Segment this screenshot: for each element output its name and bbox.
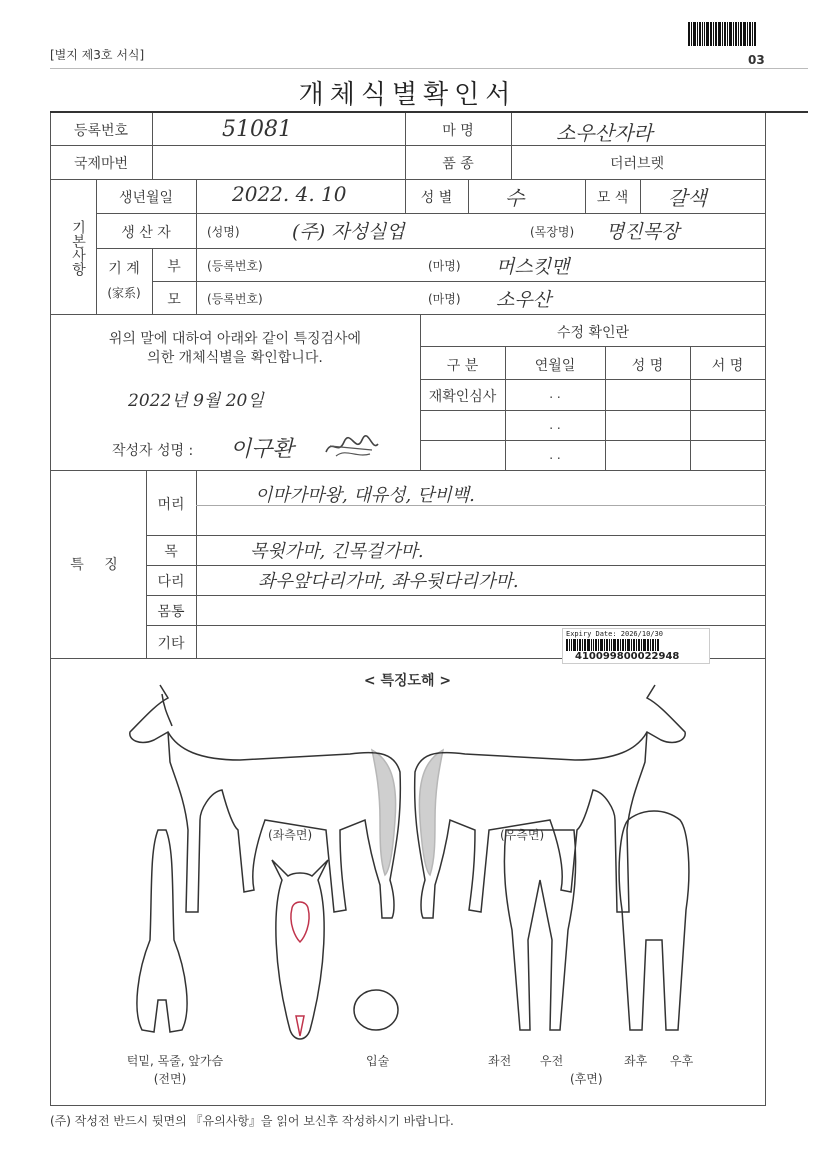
statement-line1: 위의 말에 대하여 아래와 같이 특징검사에 bbox=[108, 331, 362, 347]
page-title: 개체식별확인서 bbox=[298, 80, 517, 110]
sire-reg-label: (등록번호) bbox=[207, 259, 263, 273]
dam-reg-label: (등록번호) bbox=[207, 292, 263, 306]
sex-label: 성 별 bbox=[420, 190, 453, 206]
right-side-label: (우측면) bbox=[500, 828, 545, 842]
neck-value: 목윗가마, 긴목걸가마. bbox=[250, 541, 424, 562]
horse-name-label: 마 명 bbox=[442, 123, 474, 139]
body-label: 몸통 bbox=[157, 604, 185, 620]
front-left-label: 좌전 bbox=[488, 1054, 512, 1068]
front-caption: 턱밑, 목줄, 앞가슴 bbox=[126, 1054, 224, 1068]
left-side-label: (좌측면) bbox=[268, 828, 313, 842]
author-label: 작성자 성명 : bbox=[112, 443, 194, 459]
signature-stamp bbox=[322, 432, 380, 462]
diagram-title: < 특징도해 > bbox=[363, 673, 452, 689]
rear-label: (후면) bbox=[570, 1072, 603, 1086]
legs-value: 좌우앞다리가마, 좌우뒷다리가마. bbox=[258, 571, 519, 592]
head-blaze-mark bbox=[296, 1016, 304, 1036]
left-horse-tail bbox=[372, 750, 396, 875]
expiry-sticker bbox=[562, 628, 710, 664]
revision-col-sign: 서 명 bbox=[711, 358, 744, 374]
revision-row1-date: . . bbox=[549, 387, 561, 401]
rear-right-label: 우후 bbox=[670, 1054, 694, 1068]
reg-no-label: 등록번호 bbox=[73, 123, 129, 139]
revision-title: 수정 확인란 bbox=[556, 325, 630, 341]
expiry-date: Expiry Date: 2026/10/30 bbox=[566, 630, 663, 638]
front-right-label: 우전 bbox=[540, 1054, 564, 1068]
front-neck-outline bbox=[137, 830, 187, 1032]
statement-line2: 의한 개체식별을 확인합니다. bbox=[147, 350, 323, 366]
front-label: (전면) bbox=[153, 1072, 187, 1086]
sire-name: 머스킷맨 bbox=[496, 256, 570, 278]
etc-label: 기타 bbox=[157, 636, 185, 652]
sex-value: 수 bbox=[505, 186, 525, 210]
farm-label: (목장명) bbox=[530, 225, 575, 239]
rear-left-label: 좌후 bbox=[624, 1054, 648, 1068]
rear-view-outline bbox=[619, 811, 689, 1030]
lineage-label: 기 계 bbox=[108, 261, 140, 277]
barcode-number: 410099800022948 bbox=[575, 651, 680, 662]
legs-label: 다리 bbox=[157, 574, 185, 590]
revision-row2-date: . . bbox=[549, 418, 561, 432]
basic-section-label: 기본사항 bbox=[70, 220, 86, 276]
front-legs-view bbox=[504, 830, 575, 1030]
page-code: 03 bbox=[748, 53, 765, 67]
revision-col-type: 구 분 bbox=[446, 358, 479, 374]
form-number: [별지 제3호 서식] bbox=[50, 48, 145, 62]
head-star-mark bbox=[291, 902, 309, 942]
color-label: 모 색 bbox=[596, 190, 629, 206]
author-value: 이구환 bbox=[230, 437, 294, 462]
features-label: 특 징 bbox=[70, 557, 126, 573]
left-horse-outline bbox=[130, 685, 401, 918]
breeder-name-label: (성명) bbox=[207, 225, 240, 239]
dam-name: 소우산 bbox=[496, 289, 552, 311]
horse-diagram bbox=[50, 680, 765, 1100]
farm-value: 명진목장 bbox=[606, 221, 680, 243]
breed-label: 품 종 bbox=[442, 156, 474, 172]
reg-no-value: 51081 bbox=[222, 117, 292, 142]
footer-note: (주) 작성전 반드시 뒷면의 『유의사항』을 읽어 보신후 작성하시기 바랍니다. bbox=[50, 1114, 454, 1128]
head-label: 머리 bbox=[157, 497, 185, 513]
revision-row3-date: . . bbox=[549, 448, 561, 462]
neck-label: 목 bbox=[164, 544, 178, 560]
sticker-barcode bbox=[566, 639, 706, 651]
lips-label: 입술 bbox=[366, 1054, 390, 1068]
color-value: 갈색 bbox=[668, 186, 707, 210]
horse-name-value: 소우산자라 bbox=[556, 121, 653, 145]
sire-name-label: (마명) bbox=[428, 259, 461, 273]
revision-col-name: 성 명 bbox=[631, 358, 664, 374]
head-value: 이마가마왕, 대유성, 단비백. bbox=[255, 485, 475, 506]
revision-row1-label: 재확인심사 bbox=[428, 389, 497, 405]
revision-col-date: 연월일 bbox=[534, 358, 576, 374]
breeder-name-value: (주) 자성실업 bbox=[292, 221, 405, 243]
dob-value: 2022. 4. 10 bbox=[232, 182, 347, 206]
breeder-label: 생 산 자 bbox=[121, 225, 171, 241]
lineage-label-hanja: (家系) bbox=[107, 286, 141, 300]
lips-outline bbox=[354, 990, 398, 1030]
intl-label: 국제마번 bbox=[73, 156, 129, 172]
right-horse-tail bbox=[419, 750, 443, 875]
head-front-outline bbox=[272, 860, 328, 1039]
sire-label: 부 bbox=[167, 259, 181, 275]
dob-label: 생년월일 bbox=[118, 190, 174, 206]
confirm-date: 2022년 9월 20일 bbox=[128, 391, 264, 411]
dam-label: 모 bbox=[167, 292, 181, 308]
dam-name-label: (마명) bbox=[428, 292, 461, 306]
right-horse-outline bbox=[415, 685, 686, 918]
top-barcode bbox=[688, 22, 757, 46]
breed-value: 더러브렛 bbox=[610, 156, 665, 172]
